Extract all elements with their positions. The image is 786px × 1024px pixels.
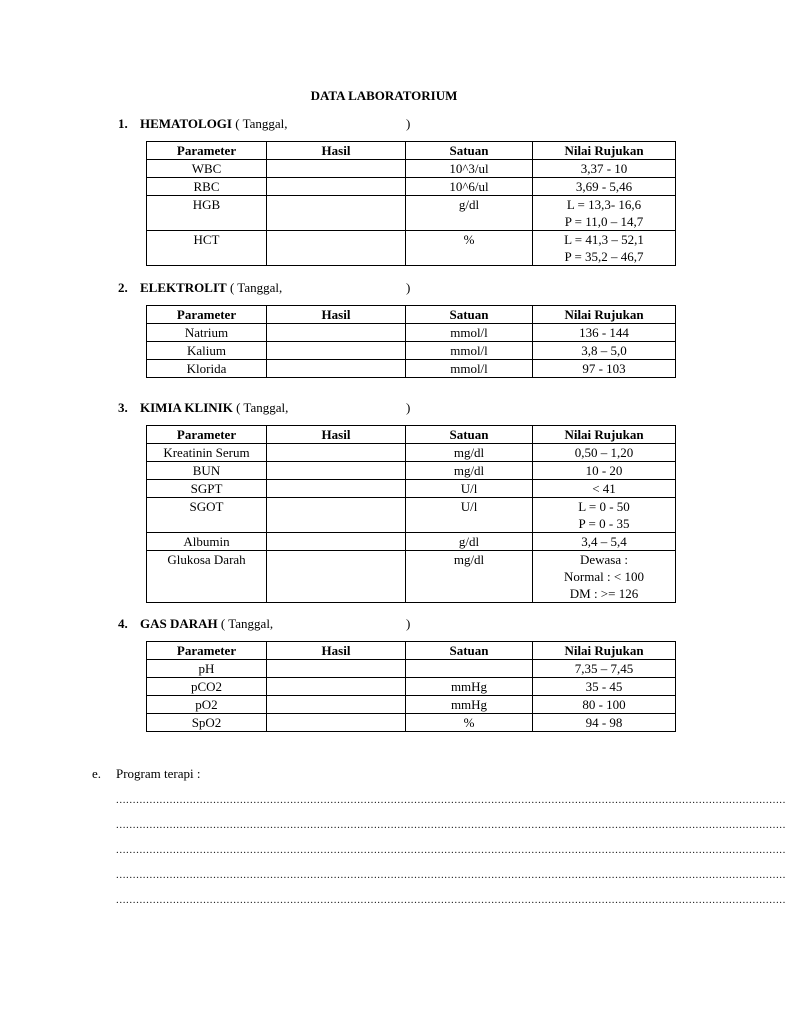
cell-satuan: g/dl [406, 533, 533, 551]
cell-satuan: U/l [406, 480, 533, 498]
section-date-label: ( Tanggal, [229, 280, 283, 295]
elektrolit-table [146, 305, 676, 378]
cell-satuan: mmHg [406, 678, 533, 696]
section-number: 2. [118, 280, 128, 295]
table-row [147, 196, 676, 231]
table-row [147, 480, 676, 498]
section-date-close: ) [406, 616, 411, 631]
section-name: HEMATOLOGI [140, 116, 232, 131]
table-row [147, 360, 676, 378]
cell-parameter: Albumin [147, 533, 267, 551]
cell-hasil [267, 678, 406, 696]
cell-hasil [267, 342, 406, 360]
cell-hasil [267, 231, 406, 266]
table-row [147, 696, 676, 714]
cell-satuan: mmol/l [406, 360, 533, 378]
section-number: 1. [118, 116, 128, 131]
cell-satuan: mmol/l [406, 342, 533, 360]
section-number: 3. [118, 400, 128, 415]
nilai-rujukan-line: 80 - 100 [582, 697, 626, 712]
table-row [147, 160, 676, 178]
cell-nilai-rujukan [533, 342, 676, 360]
cell-hasil [267, 462, 406, 480]
cell-hasil [267, 660, 406, 678]
cell-hasil [267, 696, 406, 714]
cell-hasil [267, 498, 406, 533]
header-parameter: Parameter [147, 426, 267, 444]
table-row [147, 462, 676, 480]
program-terapi-heading [92, 766, 200, 782]
section-heading-hematologi [118, 116, 411, 132]
nilai-rujukan-line: DM : >= 126 [569, 586, 639, 601]
nilai-rujukan-line: 3,37 - 10 [580, 161, 628, 176]
gas-darah-table [146, 641, 676, 732]
nilai-rujukan-line: 136 - 144 [579, 325, 629, 340]
cell-satuan: mmol/l [406, 324, 533, 342]
header-nilai-rujukan: Nilai Rujukan [533, 306, 676, 324]
table-row [147, 498, 676, 533]
cell-hasil [267, 196, 406, 231]
nilai-rujukan-line: Normal : < 100 [564, 569, 644, 584]
program-letter: e. [92, 766, 102, 781]
dotted-writing-line[interactable]: ........................................................................................................................................................................................................ [116, 819, 786, 831]
cell-satuan: 10^3/ul [406, 160, 533, 178]
nilai-rujukan-line: 0,50 – 1,20 [574, 445, 634, 460]
header-hasil: Hasil [267, 142, 406, 160]
cell-parameter: SGPT [147, 480, 267, 498]
cell-hasil [267, 444, 406, 462]
cell-parameter: HGB [147, 196, 267, 231]
table-row [147, 444, 676, 462]
cell-hasil [267, 324, 406, 342]
cell-nilai-rujukan [533, 196, 676, 231]
nilai-rujukan-line: 10 - 20 [585, 463, 623, 478]
nilai-rujukan-line: 3,8 – 5,0 [581, 343, 627, 358]
cell-satuan: g/dl [406, 196, 533, 231]
dotted-writing-line[interactable]: ........................................................................................................................................................................................................ [116, 844, 786, 856]
section-name: ELEKTROLIT [140, 280, 227, 295]
header-nilai-rujukan: Nilai Rujukan [533, 642, 676, 660]
section-date-close: ) [406, 116, 411, 131]
cell-satuan: mmHg [406, 696, 533, 714]
table-header-row [147, 426, 676, 444]
cell-satuan: % [406, 231, 533, 266]
cell-nilai-rujukan [533, 480, 676, 498]
cell-parameter: SpO2 [147, 714, 267, 732]
section-heading-elektrolit [118, 280, 411, 296]
nilai-rujukan-line: 3,4 – 5,4 [581, 534, 627, 549]
table-header-row [147, 306, 676, 324]
kimia-klinik-table [146, 425, 676, 603]
nilai-rujukan-line: Dewasa : [579, 552, 628, 567]
cell-satuan: % [406, 714, 533, 732]
table-row [147, 714, 676, 732]
cell-nilai-rujukan [533, 324, 676, 342]
header-parameter: Parameter [147, 306, 267, 324]
hematologi-table [146, 141, 676, 266]
section-date-label: ( Tanggal, [220, 616, 274, 631]
nilai-rujukan-line: L = 13,3- 16,6 [566, 197, 642, 212]
table-row [147, 551, 676, 603]
cell-nilai-rujukan [533, 462, 676, 480]
cell-hasil [267, 178, 406, 196]
cell-nilai-rujukan [533, 160, 676, 178]
section-heading-gas-darah [118, 616, 411, 632]
nilai-rujukan-line: 7,35 – 7,45 [574, 661, 634, 676]
table-row [147, 231, 676, 266]
header-satuan: Satuan [406, 642, 533, 660]
cell-hasil [267, 714, 406, 732]
cell-hasil [267, 360, 406, 378]
cell-parameter: pCO2 [147, 678, 267, 696]
cell-parameter: Glukosa Darah [147, 551, 267, 603]
cell-nilai-rujukan [533, 444, 676, 462]
section-name: KIMIA KLINIK [140, 400, 233, 415]
cell-nilai-rujukan [533, 533, 676, 551]
header-nilai-rujukan: Nilai Rujukan [533, 142, 676, 160]
cell-satuan: 10^6/ul [406, 178, 533, 196]
cell-parameter: Klorida [147, 360, 267, 378]
section-date-label: ( Tanggal, [235, 116, 288, 131]
header-satuan: Satuan [406, 306, 533, 324]
table-row [147, 324, 676, 342]
cell-nilai-rujukan [533, 231, 676, 266]
cell-hasil [267, 533, 406, 551]
header-hasil: Hasil [267, 642, 406, 660]
cell-hasil [267, 160, 406, 178]
cell-nilai-rujukan [533, 678, 676, 696]
cell-parameter: Kreatinin Serum [147, 444, 267, 462]
header-nilai-rujukan: Nilai Rujukan [533, 426, 676, 444]
nilai-rujukan-line: < 41 [592, 481, 616, 496]
table-row [147, 678, 676, 696]
header-hasil: Hasil [267, 306, 406, 324]
cell-satuan: mg/dl [406, 551, 533, 603]
section-heading-kimia-klinik [118, 400, 411, 416]
nilai-rujukan-line: L = 0 - 50 [578, 499, 630, 514]
cell-satuan [406, 660, 533, 678]
nilai-rujukan-line: L = 41,3 – 52,1 [564, 232, 644, 247]
cell-satuan: mg/dl [406, 462, 533, 480]
section-number: 4. [118, 616, 128, 631]
table-row [147, 178, 676, 196]
cell-nilai-rujukan [533, 660, 676, 678]
cell-nilai-rujukan [533, 714, 676, 732]
cell-parameter: pH [147, 660, 267, 678]
header-satuan: Satuan [406, 426, 533, 444]
cell-parameter: Kalium [147, 342, 267, 360]
dotted-writing-line[interactable]: ........................................................................................................................................................................................................ [116, 894, 786, 906]
nilai-rujukan-line: 3,69 - 5,46 [575, 179, 633, 194]
nilai-rujukan-line: P = 11,0 – 14,7 [564, 214, 644, 229]
nilai-rujukan-line: 97 - 103 [582, 361, 626, 376]
header-parameter: Parameter [147, 642, 267, 660]
cell-parameter: BUN [147, 462, 267, 480]
table-header-row [147, 642, 676, 660]
cell-parameter: SGOT [147, 498, 267, 533]
cell-nilai-rujukan [533, 360, 676, 378]
table-row [147, 660, 676, 678]
dotted-writing-line[interactable]: ........................................................................................................................................................................................................ [116, 869, 786, 881]
cell-nilai-rujukan [533, 498, 676, 533]
cell-parameter: Natrium [147, 324, 267, 342]
cell-satuan: U/l [406, 498, 533, 533]
cell-parameter: WBC [147, 160, 267, 178]
table-header-row [147, 142, 676, 160]
cell-nilai-rujukan [533, 551, 676, 603]
table-row [147, 533, 676, 551]
section-date-close: ) [406, 280, 411, 295]
header-parameter: Parameter [147, 142, 267, 160]
nilai-rujukan-line: 94 - 98 [585, 715, 623, 730]
cell-nilai-rujukan [533, 178, 676, 196]
section-name: GAS DARAH [140, 616, 218, 631]
cell-hasil [267, 480, 406, 498]
cell-parameter: pO2 [147, 696, 267, 714]
cell-parameter: RBC [147, 178, 267, 196]
cell-satuan: mg/dl [406, 444, 533, 462]
cell-hasil [267, 551, 406, 603]
program-label: Program terapi : [116, 766, 201, 781]
nilai-rujukan-line: P = 35,2 – 46,7 [564, 249, 644, 264]
header-satuan: Satuan [406, 142, 533, 160]
section-date-label: ( Tanggal, [236, 400, 289, 415]
section-date-close: ) [406, 400, 411, 415]
nilai-rujukan-line: P = 0 - 35 [578, 516, 630, 531]
header-hasil: Hasil [267, 426, 406, 444]
cell-nilai-rujukan [533, 696, 676, 714]
page-title: DATA LABORATORIUM [310, 88, 458, 103]
nilai-rujukan-line: 35 - 45 [585, 679, 623, 694]
dotted-writing-line[interactable]: ........................................................................................................................................................................................................ [116, 794, 786, 806]
table-row [147, 342, 676, 360]
cell-parameter: HCT [147, 231, 267, 266]
